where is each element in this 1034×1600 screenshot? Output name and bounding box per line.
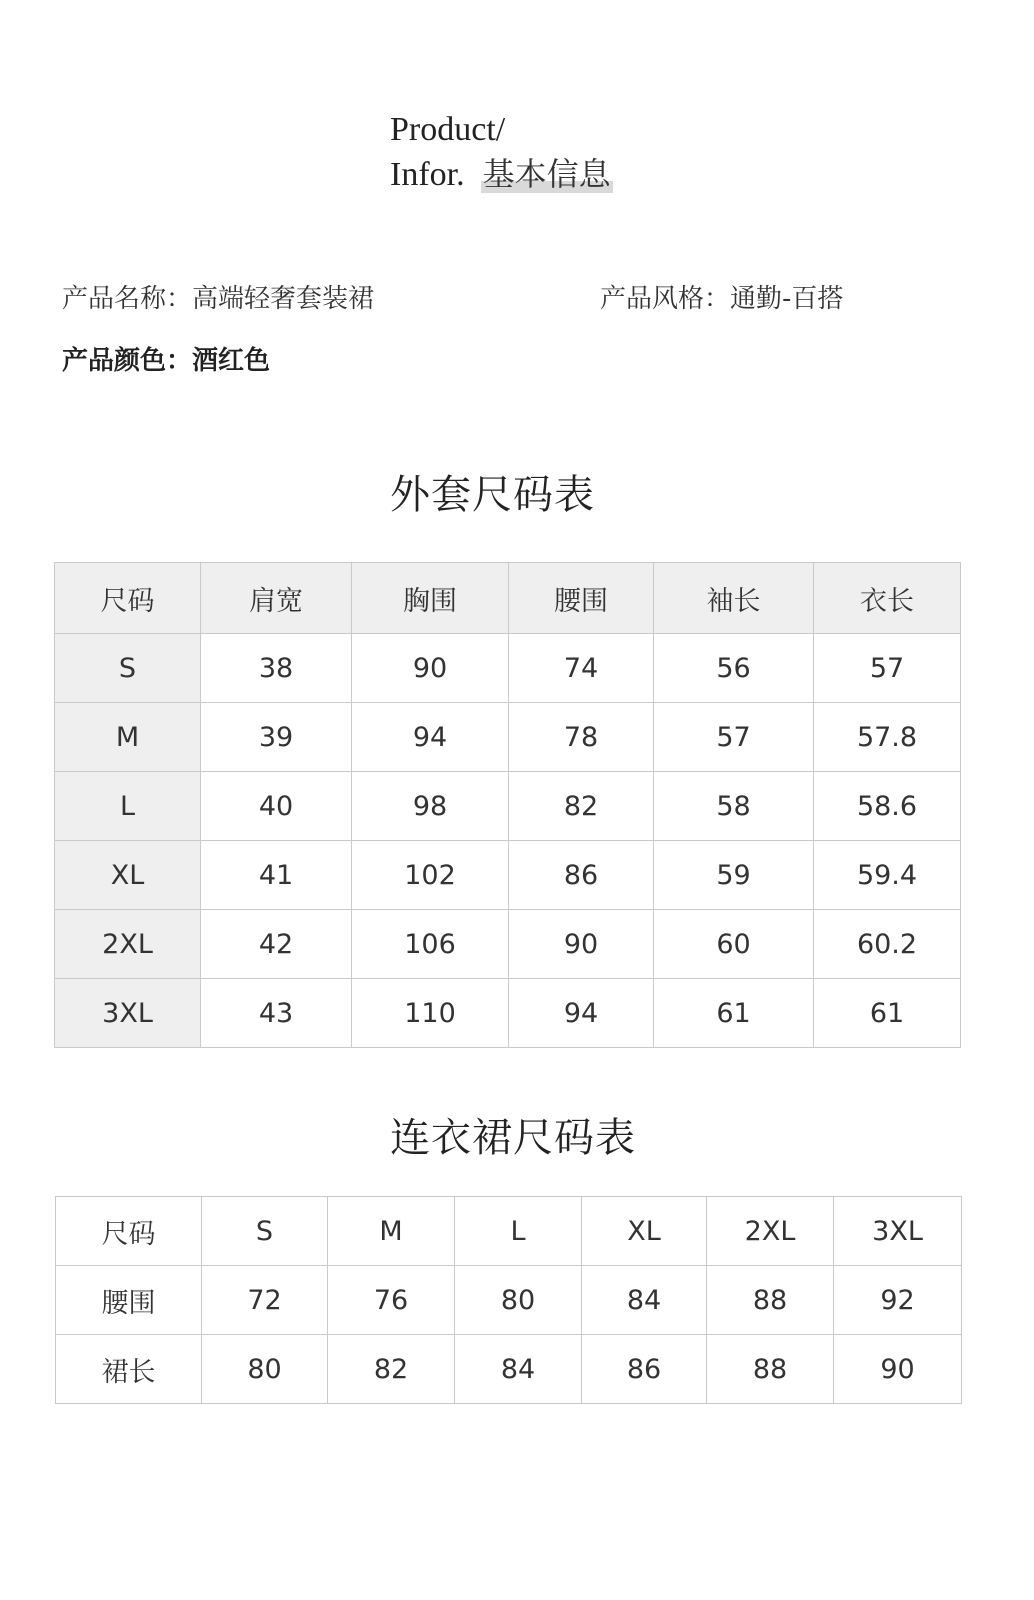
heading-basic-info: 基本信息 [482,155,611,193]
table-cell: 102 [352,841,509,910]
header-cell: 袖长 [654,563,814,634]
table-cell: 61 [814,979,961,1048]
table-cell: 92 [834,1266,962,1335]
table-cell: 57 [814,634,961,703]
table-cell: 78 [509,703,654,772]
table-cell: 74 [509,634,654,703]
table-row [55,634,961,703]
table-cell: 3XL [834,1197,962,1266]
heading-infor: Infor. [390,156,465,193]
table-cell: 90 [509,910,654,979]
table-cell: 2XL [707,1197,834,1266]
table-row [55,910,961,979]
table-cell: 57.8 [814,703,961,772]
header-cell: 腰围 [509,563,654,634]
product-style: 产品风格：通勤-百搭 [600,284,844,314]
heading-line-1: Product/ [390,111,506,148]
table-cell: 88 [707,1266,834,1335]
table-cell: 82 [328,1335,455,1404]
coat-size-table [54,562,961,1048]
table-cell: 94 [509,979,654,1048]
table-cell: 57 [654,703,814,772]
table-cell: 84 [582,1266,707,1335]
table-cell: 56 [654,634,814,703]
table-header-row [55,563,961,634]
table-cell: XL [582,1197,707,1266]
table-row [55,703,961,772]
table-cell: 59 [654,841,814,910]
header-cell: 衣长 [814,563,961,634]
table-cell: 60 [654,910,814,979]
table-row [55,841,961,910]
header-cell: 尺码 [55,563,201,634]
table-cell: 98 [352,772,509,841]
table-cell: 86 [509,841,654,910]
table-cell: 58 [654,772,814,841]
heading-line-2 [390,152,613,197]
table-cell: 110 [352,979,509,1048]
dress-size-chart-title: 连衣裙尺码表 [390,1115,636,1161]
table-cell: 88 [707,1335,834,1404]
table-cell: 106 [352,910,509,979]
table-cell: 43 [201,979,352,1048]
table-cell: 58.6 [814,772,961,841]
product-info-heading [390,108,613,197]
coat-size-chart-title: 外套尺码表 [390,472,595,518]
table-cell: L [455,1197,582,1266]
table-cell: 59.4 [814,841,961,910]
size-cell: 3XL [55,979,201,1048]
table-cell: 40 [201,772,352,841]
size-cell: 2XL [55,910,201,979]
table-cell: 84 [455,1335,582,1404]
table-row [55,772,961,841]
table-cell: M [328,1197,455,1266]
table-cell: 60.2 [814,910,961,979]
table-cell: 41 [201,841,352,910]
table-cell: 82 [509,772,654,841]
row-label-cell: 尺码 [56,1197,202,1266]
size-cell: XL [55,841,201,910]
dress-size-table [55,1196,962,1404]
size-cell: L [55,772,201,841]
table-row [56,1197,962,1266]
row-label-cell: 裙长 [56,1335,202,1404]
table-row [55,979,961,1048]
header-cell: 肩宽 [201,563,352,634]
product-color: 产品颜色：酒红色 [62,346,271,376]
table-cell: 38 [201,634,352,703]
table-cell: 90 [834,1335,962,1404]
table-cell: 80 [202,1335,328,1404]
table-cell: S [202,1197,328,1266]
table-cell: 86 [582,1335,707,1404]
table-cell: 39 [201,703,352,772]
table-row [56,1335,962,1404]
table-cell: 42 [201,910,352,979]
product-name: 产品名称：高端轻奢套装裙 [62,284,375,314]
table-cell: 72 [202,1266,328,1335]
table-cell: 94 [352,703,509,772]
table-cell: 80 [455,1266,582,1335]
header-cell: 胸围 [352,563,509,634]
row-label-cell: 腰围 [56,1266,202,1335]
table-cell: 61 [654,979,814,1048]
size-cell: S [55,634,201,703]
table-row [56,1266,962,1335]
table-cell: 76 [328,1266,455,1335]
table-cell: 90 [352,634,509,703]
size-cell: M [55,703,201,772]
